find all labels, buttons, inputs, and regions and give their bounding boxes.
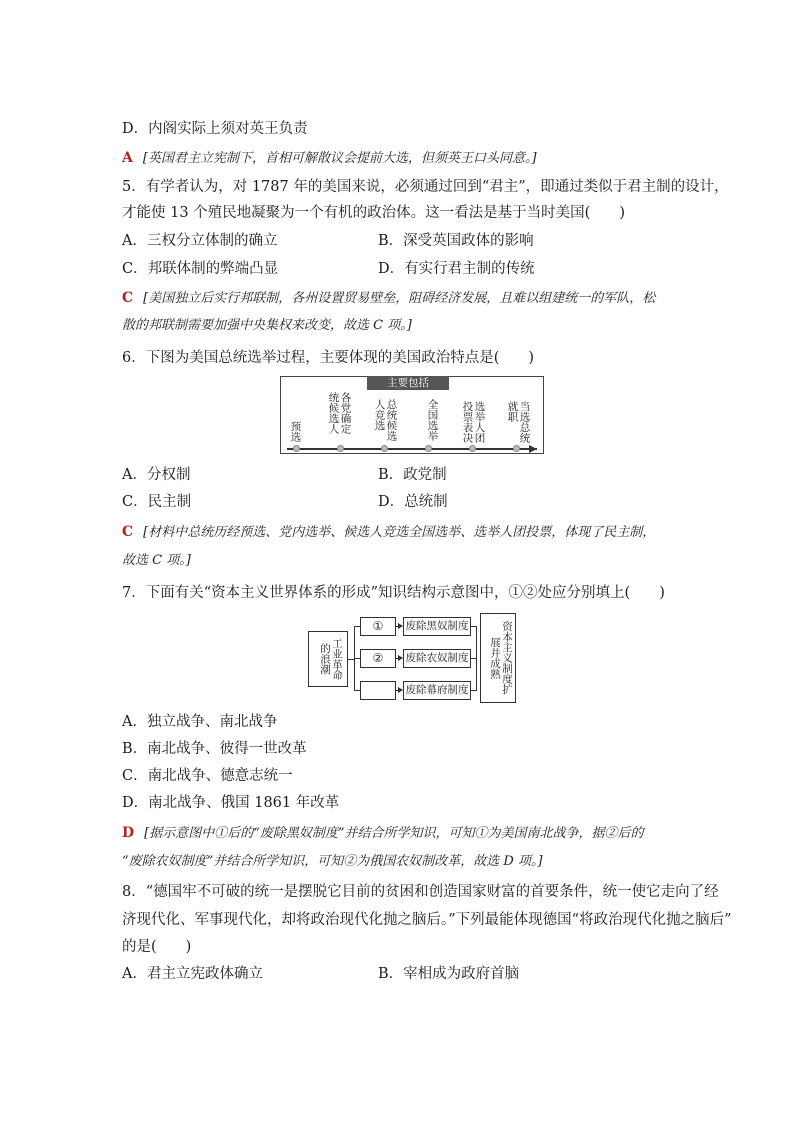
- answer-5-line1: [122, 288, 655, 309]
- q8-stem-line1: 8．“德国牢不可破的统一是摆脱它目前的贫困和创造国家财富的首要条件，统一使它走向了经: [122, 884, 719, 900]
- timeline-dot: [425, 445, 432, 452]
- slot-3-box: [360, 681, 396, 700]
- answer-letter: C: [122, 524, 134, 540]
- q7-option-c: C．南北战争、德意志统一: [122, 768, 293, 784]
- step-campaign-col1: 人竞选: [373, 399, 386, 431]
- timeline-arrow-icon: [529, 445, 537, 453]
- diagram-right-box: 资本主义制度扩展并成熟: [480, 613, 516, 703]
- q6-stem: 6．下图为美国总统选举过程，主要体现的美国政治特点是( ): [122, 350, 535, 366]
- answer-6-line1: [122, 522, 655, 543]
- timeline-dot: [293, 445, 300, 452]
- step-inauguration-col2: 当选总统: [518, 401, 531, 443]
- answer-7-line1: [122, 823, 644, 844]
- q5-option-a: A．三权分立体制的确立: [122, 233, 278, 249]
- answer-text: [材料中总统历经预选、党内选举、候选人竞选全国选举、选举人团投票，体现了民主制，: [143, 525, 656, 540]
- q5-stem-line2: 才能使 13 个殖民地凝聚为一个有机的政治体。这一看法是基于当时美国( ): [122, 205, 625, 221]
- q7-option-a: A．独立战争、南北战争: [122, 714, 278, 730]
- answer-letter: D: [122, 825, 135, 841]
- timeline-dot: [513, 445, 520, 452]
- step-national-election: 全国选举: [426, 399, 439, 441]
- abolish-shogunate-box: 废除幕府制度: [403, 681, 471, 700]
- q8-option-b: B．宰相成为政府首脑: [378, 966, 520, 982]
- diagram-left-box: 工业革命的浪潮: [308, 631, 348, 687]
- slot-1-box: ①: [360, 617, 396, 636]
- q5-option-d: D．有实行君主制的传统: [378, 261, 535, 277]
- step-inauguration-col1: 就职: [506, 401, 519, 422]
- q7-option-b: B．南北战争、彼得一世改革: [122, 741, 307, 757]
- knowledge-structure-diagram: [308, 613, 518, 703]
- q6-option-d: D．总统制: [378, 494, 448, 510]
- q5-option-c: C．邦联体制的弊端凸显: [122, 261, 279, 277]
- step-elector-vote-col2: 选举人团: [473, 401, 486, 443]
- answer-text: [英国君主立宪制下，首相可解散议会提前大选，但须英王口头同意。]: [142, 151, 537, 166]
- timeline-axis: [287, 448, 537, 450]
- q6-option-b: B．政党制: [378, 467, 447, 483]
- diagram-badge: 主要包括: [367, 376, 449, 390]
- q4-option-d: D．内阁实际上须对英王负责: [122, 121, 308, 137]
- step-party-nomination-col1: 统候选人: [327, 392, 340, 434]
- q8-stem-line3: 的是( ): [122, 939, 192, 955]
- answer-6-line2: 故选 C 项。]: [122, 553, 191, 568]
- q5-option-b: B．深受英国政体的影响: [378, 233, 534, 249]
- step-primary: 预选: [289, 421, 302, 442]
- q7-option-d: D．南北战争、俄国 1861 年改革: [122, 795, 340, 811]
- q5-stem-line1: 5．有学者认为，对 1787 年的美国来说，必须通过回到“君主”，即通过类似于君主制的设计，: [122, 179, 729, 195]
- q6-option-c: C．民主制: [122, 494, 192, 510]
- q8-option-a: A．君主立宪政体确立: [122, 966, 263, 982]
- answer-4: [122, 148, 537, 169]
- step-campaign-col2: 总统候选: [385, 399, 398, 441]
- step-elector-vote-col1: 投票表决: [461, 401, 474, 443]
- q6-option-a: A．分权制: [122, 467, 191, 483]
- q8-stem-line2: 济现代化、军事现代化，却将政治现代化抛之脑后。”下列最能体现德国“将政治现代化抛之脑后”: [122, 912, 732, 928]
- answer-letter: C: [122, 290, 134, 306]
- answer-text: [据示意图中①后的“废除黑奴制度”并结合所学知识，可知①为美国南北战争，据②后的: [144, 826, 644, 841]
- step-party-nomination-col2: 各党确定: [339, 392, 352, 434]
- timeline-dot: [337, 445, 344, 452]
- answer-letter: A: [122, 150, 133, 166]
- slot-2-box: ②: [360, 649, 396, 668]
- abolish-slavery-box: 废除黑奴制度: [403, 617, 471, 636]
- connector: [476, 626, 477, 691]
- abolish-serfdom-box: 废除农奴制度: [403, 649, 471, 668]
- answer-text: [美国独立后实行邦联制，各州设置贸易壁垒，阻碍经济发展，且难以组建统一的军队，松: [143, 291, 656, 306]
- election-process-diagram: [280, 376, 544, 454]
- timeline-dot: [381, 445, 388, 452]
- timeline-dot: [469, 445, 476, 452]
- answer-7-line2: “废除农奴制度”并结合所学知识，可知②为俄国农奴制改革，故选 D 项。]: [122, 854, 543, 869]
- q7-stem: 7．下面有关“资本主义世界体系的形成”知识结构示意图中，①②处应分别填上( ): [122, 585, 665, 601]
- answer-5-line2: 散的邦联制需要加强中央集权来改变，故选 C 项。]: [122, 318, 412, 333]
